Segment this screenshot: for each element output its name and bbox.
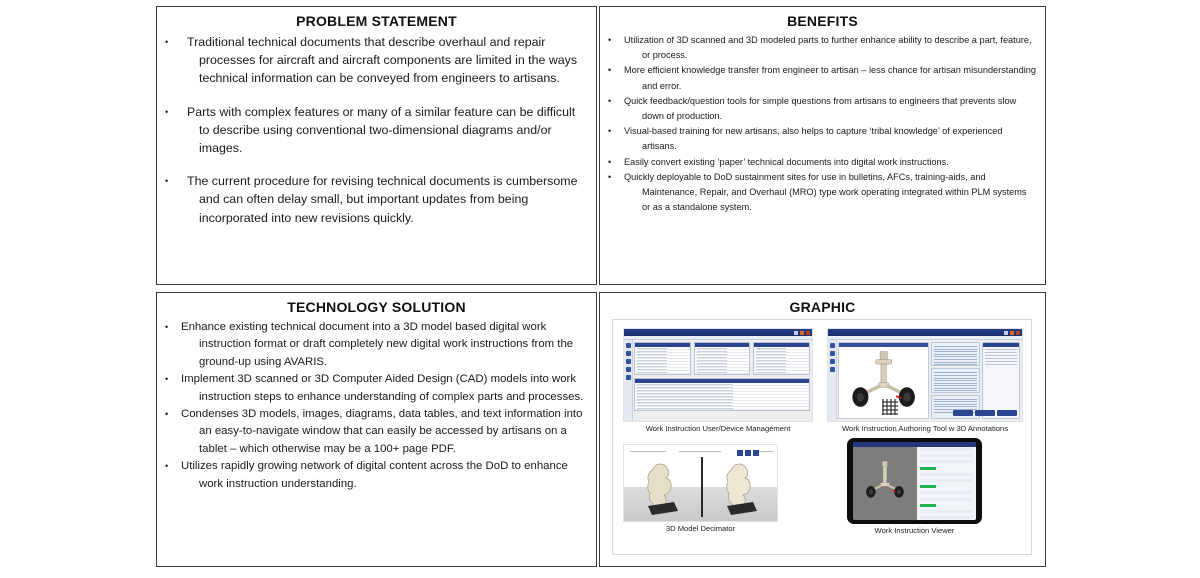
panel-title-technology-solution: TECHNOLOGY SOLUTION (287, 299, 466, 315)
bullet-glyph: • (165, 106, 169, 117)
step-row[interactable] (920, 460, 973, 463)
problem-statement-list (165, 33, 588, 227)
list-item (608, 63, 1037, 93)
list-item-text: Quick feedback/question tools for simple questions from artisans to engineers that prevents slow down of production. (624, 95, 1017, 122)
rail-icon (830, 359, 835, 364)
data-table (694, 342, 751, 375)
list-item-text: The current procedure for revising technical documents is cumbersome and can often delay small, but important updates from being incorporated into new revisions quickly. (187, 174, 578, 225)
bottom-data-table (634, 378, 810, 411)
step-row[interactable] (920, 491, 973, 494)
panel-title-graphic: GRAPHIC (789, 299, 856, 315)
maximize-icon (800, 331, 804, 335)
figure-caption: Work Instruction User/Device Management (645, 424, 791, 433)
card-text-lines (934, 372, 977, 393)
window-menubar (624, 336, 812, 340)
top-table-row (634, 342, 810, 378)
figure-caption: 3D Model Decimator (665, 524, 736, 533)
viewer-titlebar (853, 442, 976, 447)
list-item-text: Implement 3D scanned or 3D Computer Aided Design (CAD) models into work instruction steps to enhance understanding of complex parts and processes. (181, 373, 584, 403)
figure-model-decimator (623, 444, 778, 533)
model-decimated-icon (719, 459, 761, 517)
toolbar-icon[interactable] (737, 450, 743, 456)
panel-benefits (599, 6, 1046, 285)
list-item-text: Visual-based training for new artisans, also helps to capture ‘tribal knowledge’ of experienced artisans. (624, 126, 1003, 152)
minimize-icon (1004, 331, 1008, 335)
bullet-glyph: • (165, 374, 169, 385)
figure-user-device-management (623, 328, 813, 433)
panel-technology-solution (156, 292, 597, 567)
list-item-text: Traditional technical documents that describe overhaul and repair processes for aircraft and aircraft components are limited in the ways technical information can be conveyed from engineers to artisans. (187, 35, 578, 86)
annotation-cards (931, 342, 980, 419)
bullet-glyph: • (165, 176, 169, 187)
step-row[interactable] (920, 448, 973, 451)
close-icon (806, 331, 810, 335)
list-item (165, 33, 588, 88)
rail-icon (626, 367, 631, 372)
list-item-text: Quickly deployable to DoD sustainment sites for use in bulletins, AFCs, training-aids, and Maintenance, Repair, and Overhaul (MRO) type work operating integrated within PLM systems or as a standalone system. (624, 171, 1027, 213)
rail-icon (830, 351, 835, 356)
list-item (165, 172, 588, 227)
action-button[interactable] (997, 410, 1017, 416)
window-left-rail (624, 340, 633, 421)
rail-icon (830, 367, 835, 372)
step-progress-bar (920, 467, 937, 470)
qr-code-icon (882, 399, 898, 415)
graphic-collage (612, 319, 1032, 555)
decimator-toolbar[interactable] (737, 450, 759, 456)
rail-icon (626, 343, 631, 348)
bullet-glyph: • (608, 156, 612, 167)
data-table (753, 342, 810, 375)
list-item (165, 103, 588, 158)
list-item (608, 124, 1037, 154)
bullet-glyph: • (608, 95, 612, 106)
step-row[interactable] (920, 510, 973, 513)
screenshot-model-decimator (623, 444, 778, 522)
app-window (624, 329, 812, 421)
list-item-text: Easily convert existing ‘paper’ technical documents into digital work instructions. (624, 156, 949, 167)
bullet-glyph: • (608, 35, 612, 45)
panel-title-problem-statement: PROBLEM STATEMENT (296, 13, 457, 29)
list-item (165, 406, 588, 458)
screenshot-authoring-tool (827, 328, 1023, 422)
window-titlebar (828, 329, 1022, 336)
step-progress-bar (920, 485, 937, 488)
model-label (644, 459, 645, 463)
model-viewport[interactable] (853, 442, 917, 520)
technology-solution-list (165, 319, 588, 493)
list-item (165, 319, 588, 371)
list-item (165, 371, 588, 406)
list-item-text: More efficient knowledge transfer from engineer to artisan – less chance for artisan misunderstanding and error. (624, 65, 1036, 91)
list-item (608, 33, 1037, 63)
toolbar-icon[interactable] (745, 450, 751, 456)
figure-caption: Work Instruction Authoring Tool w 3D Annotations (841, 424, 1009, 433)
maximize-icon (1010, 331, 1014, 335)
header-rule (679, 451, 721, 452)
data-table (634, 342, 691, 375)
list-item (608, 94, 1037, 124)
bullet-glyph: • (165, 409, 169, 420)
instruction-steps-list[interactable] (917, 442, 976, 520)
list-item-text: Condenses 3D models, images, diagrams, data tables, and text information into an easy-to-navigate window that can easily be accessed by artisans on a tablet – which otherwise may be a 100+ page PDF. (181, 408, 583, 455)
action-button[interactable] (975, 410, 995, 416)
card-text-lines (934, 346, 977, 367)
bullet-glyph: • (165, 37, 169, 47)
bullet-glyph: • (165, 461, 169, 472)
figure-instruction-viewer (847, 438, 982, 535)
model-high-poly-icon (640, 459, 682, 517)
panel-title-benefits: BENEFITS (787, 13, 858, 29)
rail-icon (626, 375, 631, 380)
screenshot-user-device-management (623, 328, 813, 422)
panel-grid (156, 6, 1046, 567)
window-left-rail (828, 340, 837, 421)
properties-pane (982, 342, 1020, 419)
bullet-glyph: • (608, 65, 612, 76)
list-item-text: Parts with complex features or many of a similar feature can be difficult to describe using conventional two-dimensional diagrams and/or images. (187, 104, 576, 156)
annotation-card (931, 368, 980, 392)
figure-authoring-tool (827, 328, 1023, 433)
bullet-glyph: • (165, 322, 169, 332)
table-row (695, 371, 750, 374)
comparison-divider[interactable] (701, 457, 703, 517)
step-progress-bar (920, 504, 937, 507)
panel-problem-statement (156, 6, 597, 285)
header-rule (630, 451, 666, 452)
authoring-workspace (838, 342, 1020, 419)
bullet-glyph: • (608, 171, 612, 182)
list-item-text: Utilizes rapidly growing network of digital content across the DoD to enhance work instruction understanding. (181, 460, 568, 490)
annotation-card (931, 342, 980, 366)
action-buttons[interactable] (953, 410, 1017, 416)
rail-icon (830, 343, 835, 348)
table-row (754, 371, 809, 374)
tablet-screen (853, 442, 976, 520)
step-row[interactable] (920, 473, 973, 476)
header-rule (759, 451, 773, 452)
action-button[interactable] (953, 410, 973, 416)
app-window (828, 329, 1022, 421)
minimize-icon (794, 331, 798, 335)
table-row (635, 371, 690, 374)
model-viewport (838, 342, 929, 419)
rail-icon (626, 359, 631, 364)
tablet-device (847, 438, 982, 524)
step-row[interactable] (920, 479, 973, 482)
step-row[interactable] (920, 454, 973, 457)
step-row[interactable] (920, 516, 973, 519)
list-item (608, 170, 1037, 216)
list-item-text: Enhance existing technical document into a 3D model based digital work instruction format or draft completely new digital work instructions from the ground-up using AVARIS. (181, 321, 574, 368)
pane-header (983, 343, 1019, 347)
list-item (608, 155, 1037, 170)
stats-label (770, 513, 771, 517)
figure-caption: Work Instruction Viewer (874, 526, 955, 535)
landing-gear-model-icon (853, 442, 917, 520)
rail-icon (626, 351, 631, 356)
list-item-text: Utilization of 3D scanned and 3D modeled parts to further enhance ability to describe a part, feature, or process. (624, 35, 1032, 61)
panel-graphic (599, 292, 1046, 567)
window-body (634, 342, 810, 419)
benefits-list (608, 33, 1037, 215)
viewport-header (839, 343, 928, 347)
window-menubar (828, 336, 1022, 340)
bullet-glyph: • (608, 126, 612, 137)
table-row (635, 407, 809, 410)
close-icon (1016, 331, 1020, 335)
list-item (165, 458, 588, 493)
step-row[interactable] (920, 498, 973, 501)
window-titlebar (624, 329, 812, 336)
